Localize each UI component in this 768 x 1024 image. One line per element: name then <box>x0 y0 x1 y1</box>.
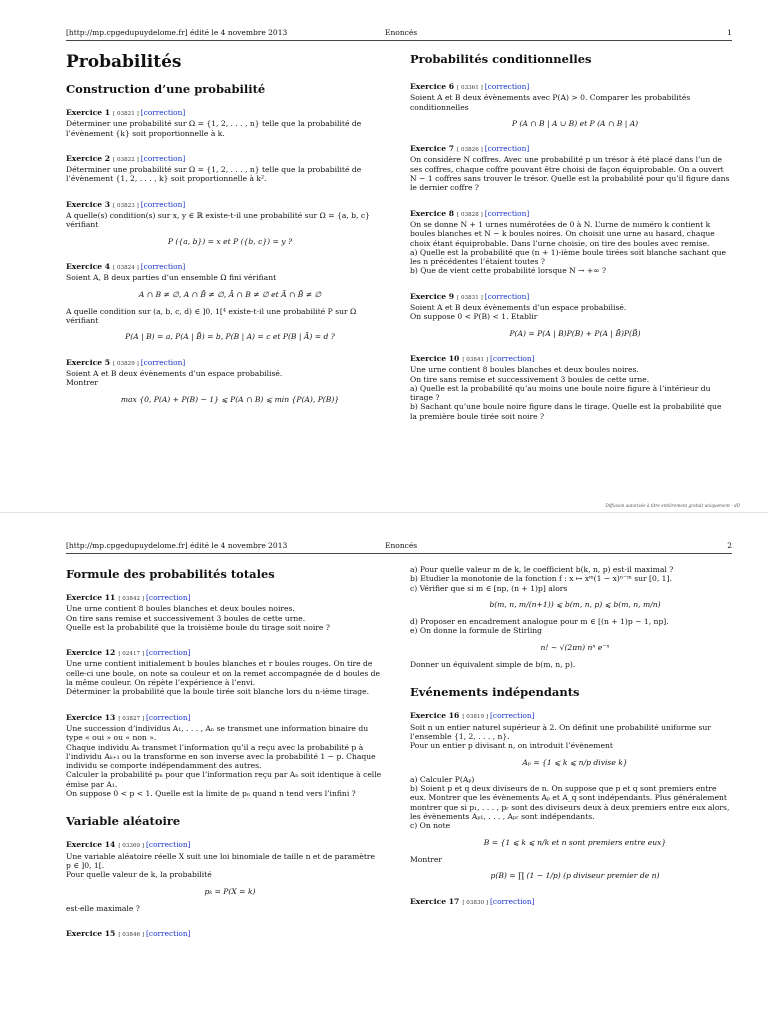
page-number: 2 <box>727 541 732 550</box>
exercise-header <box>66 648 394 659</box>
text-line: conditionnelles <box>410 102 469 112</box>
exercise-id: [ 03827 ] <box>118 715 145 722</box>
text-line: a) Calculer P(Aₚ) <box>410 774 475 784</box>
text-line: b) Sachant qu’une boule noire figure dans le tirage. Quelle est la probabilité que <box>410 402 722 412</box>
section-title: Construction d’une probabilité <box>66 82 266 96</box>
exercise <box>410 711 740 880</box>
correction-link[interactable]: [correction] <box>146 648 191 658</box>
text-line: le dernier coffre ? <box>410 183 480 193</box>
exercise-id: [ 02417 ] <box>118 651 145 658</box>
correction-link[interactable]: [correction] <box>484 144 530 154</box>
exercise-label: Exercice 8 <box>410 208 455 218</box>
exercise <box>410 82 740 128</box>
text-line: Soient A et B deux évènements d’un espace probabilisé. <box>410 303 627 313</box>
page-header <box>66 28 732 40</box>
exercise-list <box>410 82 740 421</box>
equation: p(B) = ∏ (1 − 1/p) (p diviseur premier de n) <box>490 871 660 881</box>
exercise-label: Exercice 9 <box>410 291 455 301</box>
exercise-header <box>66 108 394 119</box>
header-source: [http://mp.cpgedupuydelome.fr] édité le 4 novembre 2013 <box>66 28 288 37</box>
text-line: b) Que de vient cette probabilité lorsque N → +∞ ? <box>410 266 607 276</box>
text-line: ses coffres, chaque coffre pouvant être choisi de façon équiprobable. On a ouvert <box>410 164 724 174</box>
text-line: boules blanches et N − k boules noires. On choisit une urne au hasard, chaque <box>410 229 715 239</box>
text-line: b) Soient p et q deux diviseurs de n. On suppose que p et q sont premiers entre <box>410 784 717 794</box>
exercise <box>66 593 394 632</box>
correction-link[interactable]: [correction] <box>484 291 530 301</box>
exercise-continuation <box>410 565 740 669</box>
text-line: l’ensemble {1, 2, . . . , n}. <box>410 731 510 741</box>
equation: n! ∼ √(2πn) nⁿ e⁻ⁿ <box>540 642 610 652</box>
exercise-id: [ 03831 ] <box>457 294 483 301</box>
exercise <box>66 200 394 246</box>
correction-link[interactable]: [correction] <box>146 840 191 850</box>
exercise-text <box>66 604 394 632</box>
correction-link[interactable]: [correction] <box>484 82 530 91</box>
text-line: Soient A et B deux évènements avec P(A) > 0. Comparer les probabilités <box>410 93 691 103</box>
text-line: les évènements Aₚ₁, . . . , Aₚᵣ sont indépendants. <box>410 812 595 822</box>
text-line: eux. Montrer que les évènements Aₚ et A_q sont indépendants. Plus généralement <box>410 793 727 803</box>
text-line: e) On donne la formule de Stirling <box>410 626 543 636</box>
text-line: montrer que si p₁, . . . , pᵣ sont des diviseurs deux à deux premiers entre eux alors, <box>410 802 730 812</box>
exercise-label: Exercice 6 <box>410 82 455 91</box>
exercise-label: Exercice 1 <box>66 108 111 117</box>
exercise-id: [ 03826 ] <box>457 147 483 154</box>
text-line: On suppose 0 < P(B) < 1. Etablir <box>410 312 538 322</box>
exercise-text <box>66 307 394 326</box>
correction-link[interactable]: [correction] <box>140 108 186 117</box>
exercise-text <box>410 855 740 864</box>
exercise-list <box>66 840 394 940</box>
text-line: c) Vérifier que si m ∈ [np, (n + 1)p] alors <box>410 583 568 593</box>
exercise-label: Exercice 5 <box>66 357 111 367</box>
equation: P (A ∩ B | A ∪ B) et P (A ∩ B | A) <box>511 118 639 128</box>
exercise <box>66 840 394 913</box>
exercise-header <box>66 593 394 604</box>
exercise-header <box>66 262 394 273</box>
exercise-header <box>410 144 740 155</box>
text-line: b) Etudier la monotonie de la fonction f : x ↦ xᵐ(1 − x)ⁿ⁻ᵐ sur [0, 1]. <box>410 574 672 584</box>
text-block <box>410 660 740 669</box>
correction-link[interactable]: [correction] <box>490 353 535 363</box>
exercise <box>66 648 394 696</box>
text-line: les n précédentes l’étaient toutes ? <box>410 257 546 267</box>
text-line: Une urne contient initialement b boules blanches et r boules rouges. On tire de <box>66 659 373 669</box>
text-line: Montrer <box>410 854 443 864</box>
text-line: Pour quelle valeur de k, la probabilité <box>66 870 212 880</box>
header-rule <box>66 553 732 554</box>
text-line: Montrer <box>66 378 99 388</box>
exercise <box>66 713 394 799</box>
text-line: vérifiant <box>66 220 99 230</box>
exercise-header <box>66 200 394 211</box>
text-line: a) Pour quelle valeur m de k, le coefficient b(k, n, p) est-il maximal ? <box>410 565 674 574</box>
exercise-text <box>410 155 740 192</box>
exercise-id: [ 03842 ] <box>118 596 145 602</box>
correction-link[interactable]: [correction] <box>490 711 535 721</box>
text-line: Une urne contient 8 boules blanches et deux boules noires. <box>66 604 295 614</box>
exercise <box>410 209 740 276</box>
text-line: vérifiant <box>66 316 99 326</box>
exercise-text <box>66 211 394 230</box>
text-line: type « oui » ou « non ». <box>66 733 157 743</box>
exercise-label: Exercice 4 <box>66 261 111 271</box>
section-title: Probabilités conditionnelles <box>410 52 592 66</box>
equation: max {0, P(A) + P(B) − 1} ⩽ P(A ∩ B) ⩽ min {P(A), P(B)} <box>120 394 340 404</box>
exercise-header <box>66 840 394 851</box>
footer-note: Diffusion autorisée à titre entièrement gratuit uniquement - dD <box>605 503 740 508</box>
exercise-label: Exercice 15 <box>66 929 116 939</box>
text-block <box>410 617 740 636</box>
text-line: Une variable aléatoire réelle X suit une loi binomiale de taille n et de paramètre <box>66 851 376 861</box>
right-column <box>410 46 740 508</box>
section-title: Evénements indépendants <box>410 685 580 700</box>
section-title: Variable aléatoire <box>66 814 181 829</box>
exercise-text <box>410 775 740 831</box>
text-line: a) Quelle est la probabilité qu’au moins une boule noire figure à l’intérieur du <box>410 383 711 393</box>
correction-link[interactable]: [correction] <box>490 896 535 906</box>
right-column <box>410 559 740 1020</box>
exercise-label: Exercice 12 <box>66 648 116 658</box>
text-line: On tire sans remise et successivement 3 boules de cette urne. <box>410 374 650 384</box>
exercise-header <box>66 713 394 724</box>
exercise-header <box>410 354 740 365</box>
exercise-list <box>66 593 394 798</box>
page-number: 1 <box>727 28 732 37</box>
text-line: Chaque individu Aₖ transmet l’information qu’il a reçu avec la probabilité p à <box>66 742 364 752</box>
exercise-text <box>410 303 740 322</box>
exercise-id: [ 03846 ] <box>118 932 145 939</box>
text-line: l’évènement {1, 2, . . . , k} soit proportionnelle à k². <box>66 174 267 184</box>
header-rule <box>66 40 732 41</box>
text-block <box>410 565 740 593</box>
exercise-id: [ 03830 ] <box>462 899 489 906</box>
exercise-text <box>66 119 394 138</box>
text-line: choix étant équiprobable. Dans l’urne choisie, on tire des boules avec remise. <box>410 238 710 248</box>
correction-link[interactable]: [correction] <box>140 357 186 367</box>
text-line: l’individu Aₖ₊₁ ou la transforme en son inverse avec la probabilité 1 − p. Chaque <box>66 751 376 761</box>
text-line: celle-ci une boule, on note sa couleur et on la remet accompagnée de d boules de <box>66 668 381 678</box>
text-line: est-elle maximale ? <box>66 903 140 913</box>
correction-link[interactable]: [correction] <box>146 929 191 939</box>
text-line: On tire sans remise et successivement 3 boules de cette urne. <box>66 613 306 623</box>
exercise-label: Exercice 10 <box>410 353 460 363</box>
exercise <box>410 897 740 908</box>
correction-link[interactable]: [correction] <box>140 261 186 271</box>
text-line: p ∈ ]0, 1[. <box>66 860 105 870</box>
exercise <box>66 358 394 404</box>
equation: pₖ = P(X = k) <box>204 886 256 896</box>
text-line: Quelle est la probabilité que la troisième boule du tirage soit noire ? <box>66 622 330 632</box>
section-title: Formule des probabilités totales <box>66 567 275 581</box>
text-line: d) Proposer en encadrement analogue pour m ∈ [(n + 1)p − 1, np]. <box>410 617 669 627</box>
text-line: On considère N coffres. Avec une probabilité p un trésor à été placé dans l’un de <box>410 155 722 165</box>
document-title: Probabilités <box>66 52 182 72</box>
text-line: la première boule tirée soit noire ? <box>410 411 545 421</box>
text-line: a) Quelle est la probabilité que (n + 1)-ième boule tirées soit blanche sachant que <box>410 247 727 257</box>
exercise <box>66 929 394 940</box>
exercise-header <box>410 897 740 908</box>
exercise-text <box>66 369 394 388</box>
text-line: Déterminer la probabilité que la boule tirée soit blanche lors du n-ième tirage. <box>66 687 370 697</box>
exercise-id: [ 03828 ] <box>457 211 483 218</box>
text-line: la même couleur. On répète l’expérience à l’envi. <box>66 678 256 688</box>
exercise-label: Exercice 11 <box>66 593 116 602</box>
exercise-list <box>410 711 740 907</box>
left-column <box>66 46 394 508</box>
exercise-label: Exercice 16 <box>410 711 460 721</box>
exercise-id: [ 03823 ] <box>113 202 139 209</box>
equation: B = {1 ⩽ k ⩽ n/k et n sont premiers entre eux} <box>483 837 667 847</box>
equation: P ({a, b}) = x et P ({b, c}) = y ? <box>167 236 293 246</box>
exercise-id: [ 03369 ] <box>118 843 145 850</box>
text-line: N − 1 coffres sans trouver le trésor. Quelle est la probabilité pour qu’il figure dans <box>410 174 730 184</box>
exercise <box>66 108 394 138</box>
text-line: On se donne N + 1 urnes numérotées de 0 à N. L’urne de numéro k contient k <box>410 219 711 229</box>
exercise-text <box>66 165 394 184</box>
exercise-header <box>410 82 740 93</box>
correction-link[interactable]: [correction] <box>146 593 191 602</box>
exercise-header <box>410 292 740 303</box>
exercise <box>410 144 740 192</box>
correction-link[interactable]: [correction] <box>140 199 186 209</box>
left-column <box>66 559 394 1020</box>
page-2 <box>0 512 768 1024</box>
text-line: tirage ? <box>410 393 440 403</box>
text-line: l’évènement {k} soit proportionnelle à k. <box>66 128 225 138</box>
exercise-label: Exercice 14 <box>66 840 116 850</box>
text-line: Calculer la probabilité pₙ pour que l’information reçu par Aₙ soit identique à celle <box>66 770 382 780</box>
text-line: Une succession d’individus A₁, . . . , Aₙ se transmet une information binaire du <box>66 723 369 733</box>
exercise-text <box>66 904 394 913</box>
text-line: Déterminer une probabilité sur Ω = {1, 2, . . . , n} telle que la probabilité de <box>66 119 362 129</box>
text-line: Donner un équivalent simple de b(m, n, p). <box>410 660 576 670</box>
correction-link[interactable]: [correction] <box>146 712 191 722</box>
exercise-text <box>410 723 740 751</box>
text-line: émise par A₁. <box>66 779 118 789</box>
equation: P(A) = P(A | B)P(B) + P(A | B̄)P(B̄) <box>509 328 641 338</box>
text-line: A quelle condition sur (a, b, c, d) ∈ ]0, 1[⁴ existe-t-il une probabilité P sur Ω <box>66 306 357 316</box>
exercise-list <box>66 108 394 404</box>
exercise-text <box>66 273 394 282</box>
exercise-text <box>66 724 394 798</box>
correction-link[interactable]: [correction] <box>484 208 530 218</box>
exercise-text <box>66 659 394 696</box>
text-line: individu se comporte indépendamment des autres. <box>66 761 262 771</box>
exercise-id: [ 03361 ] <box>457 85 483 91</box>
exercise-text <box>410 220 740 276</box>
exercise-text <box>410 365 740 421</box>
equation: A ∩ B ≠ ∅, A ∩ B̄ ≠ ∅, Ā ∩ B ≠ ∅ et Ā ∩ B̄ ≠ ∅ <box>138 289 322 299</box>
header-center: Enoncés <box>385 28 418 37</box>
exercise-header <box>410 711 740 722</box>
exercise-id: [ 03819 ] <box>462 714 489 721</box>
text-line: Pour un entier p divisant n, on introduit l’évènement <box>410 741 613 751</box>
text-line: Soient A, B deux parties d’un ensemble Ω fini vérifiant <box>66 273 277 283</box>
exercise <box>410 292 740 338</box>
header-center: Enoncés <box>385 541 418 550</box>
exercise-header <box>66 154 394 165</box>
header-source: [http://mp.cpgedupuydelome.fr] édité le 4 novembre 2013 <box>66 541 288 550</box>
text-line: Déterminer une probabilité sur Ω = {1, 2, . . . , n} telle que la probabilité de <box>66 165 362 175</box>
exercise-label: Exercice 2 <box>66 153 111 163</box>
text-line: On suppose 0 < p < 1. Quelle est la limite de pₙ quand n tend vers l’infini ? <box>66 789 356 799</box>
exercise-label: Exercice 13 <box>66 712 116 722</box>
text-line: Une urne contient 8 boules blanches et deux boules noires. <box>410 365 639 375</box>
exercise-text <box>410 93 740 112</box>
exercise-header <box>410 209 740 220</box>
equation: Aₚ = {1 ⩽ k ⩽ n/p divise k} <box>522 757 628 767</box>
exercise <box>66 154 394 184</box>
page-header <box>66 541 732 553</box>
exercise-id: [ 03821 ] <box>113 111 139 117</box>
equation: P(A | B) = a, P(A | B̄) = b, P(B | A) = c et P(B | Ā) = d ? <box>125 332 335 342</box>
exercise-id: [ 03829 ] <box>113 360 139 367</box>
text-line: c) On note <box>410 821 451 831</box>
equation: b(m, n, m/(n+1)) ⩽ b(m, n, p) ⩽ b(m, n, m/n) <box>489 599 661 609</box>
exercise-text <box>66 852 394 880</box>
exercise-id: [ 03824 ] <box>113 264 139 271</box>
exercise-label: Exercice 7 <box>410 144 455 154</box>
exercise <box>410 354 740 421</box>
exercise <box>66 262 394 342</box>
exercise-label: Exercice 17 <box>410 896 460 906</box>
exercise-header <box>66 358 394 369</box>
exercise-id: [ 03822 ] <box>113 156 139 163</box>
text-line: Soient A et B deux évènements d’un espace probabilisé. <box>66 369 283 379</box>
exercise-id: [ 03841 ] <box>462 356 489 363</box>
exercise-label: Exercice 3 <box>66 199 111 209</box>
correction-link[interactable]: [correction] <box>140 153 186 163</box>
exercise-header <box>66 929 394 940</box>
text-line: A quelle(s) condition(s) sur x, y ∈ ℝ existe-t-il une probabilité sur Ω = {a, b, c} <box>66 211 370 221</box>
text-line: Soit n un entier naturel supérieur à 2. On définit une probabilité uniforme sur <box>410 722 711 732</box>
